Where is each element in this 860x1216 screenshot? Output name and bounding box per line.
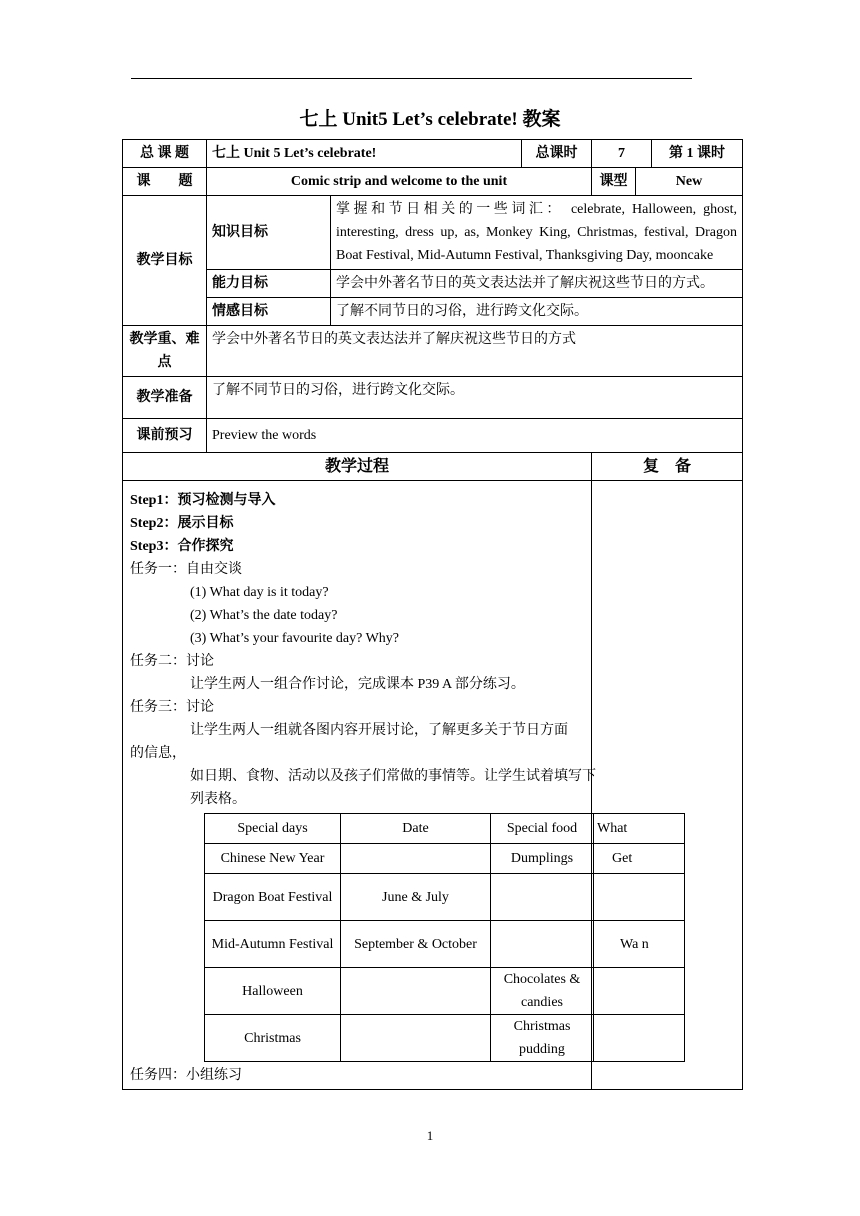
task1-heading: 任务一：自由交谈 [130,562,242,577]
festival-header-days: Special days [205,814,341,844]
lesson-number: 第 1 课时 [652,140,743,168]
ability-label: 能力目标 [207,270,331,298]
festival-cell: Christmas [205,1015,341,1062]
total-hours-label: 总课时 [522,140,592,168]
festival-cell [491,921,594,968]
festival-cell [341,1015,491,1062]
task3-text-1: 让学生两人一组就各图内容开展讨论，了解更多关于节日方面 [190,723,568,738]
total-hours-value: 7 [592,140,652,168]
festival-cell: Dragon Boat Festival [205,874,341,921]
document-title: 七上 Unit5 Let’s celebrate! 教案 [299,109,561,130]
task2-text: 让学生两人一组合作讨论，完成课本 P39 A 部分练习。 [190,677,525,692]
preparation-label: 教学准备 [123,377,207,419]
task3-text-2: 的信息， [130,746,186,761]
header-rule [131,78,692,79]
ability-text: 学会中外著名节日的英文表达法并了解庆祝这些节日的方式。 [331,270,743,298]
knowledge-text: 掌握和节日相关的一些词汇： celebrate, Halloween, ghost, interesting, dress up, as, Monkey King, Christmas, festival, Dragon Boat Festival, Mid-Autumn Festival, Thanksgiving Day, mooncake [331,196,743,270]
type-value: New [636,168,743,196]
preview-label: 课前预习 [123,419,207,453]
review-column [592,481,743,1090]
question-2: (2) What’s the date today? [190,608,338,623]
festival-header-food: Special food [491,814,594,844]
emotion-text: 了解不同节日的习俗，进行跨文化交际。 [331,298,743,326]
festival-cell: Mid-Autumn Festival [205,921,341,968]
festival-cell: Chocolates & candies [491,968,594,1015]
task3-heading: 任务三：讨论 [130,700,214,715]
festival-cell: Dumplings [491,844,594,874]
festival-cell [341,844,491,874]
lesson-label: 课 题 [123,168,207,196]
key-points-label: 教学重、难点 [123,326,207,377]
festival-cell: Halloween [205,968,341,1015]
lesson-plan-table [122,139,743,1090]
process-header: 教学过程 [123,453,592,481]
step3: Step3：合作探究 [130,539,234,554]
key-points-text: 学会中外著名节日的英文表达法并了解庆祝这些节日的方式 [207,326,743,377]
knowledge-label: 知识目标 [207,196,331,270]
festival-cell [491,874,594,921]
process-body [123,481,649,1090]
emotion-label: 情感目标 [207,298,331,326]
question-1: (1) What day is it today? [190,585,329,600]
task2-heading: 任务二：讨论 [130,654,214,669]
festival-header-what: What [594,814,685,844]
question-3: (3) What’s your favourite day? Why? [190,631,400,646]
festival-cell: Get [594,844,685,874]
festival-cell: Wa n [594,921,685,968]
festival-cell: Christmas pudding [491,1015,594,1062]
task3-text-3: 如日期、食物、活动以及孩子们常做的事情等。让学生试着填写下列表格。 [190,769,596,807]
festival-cell: Chinese New Year [205,844,341,874]
step2: Step2：展示目标 [130,516,234,531]
festival-table-wrapper [204,813,649,1062]
review-header: 复 备 [592,453,743,481]
festival-cell: September & October [341,921,491,968]
page-number: 1 [426,1128,434,1143]
festival-cell: June & July [341,874,491,921]
preparation-text: 了解不同节日的习俗，进行跨文化交际。 [207,377,743,419]
task4-heading: 任务四：小组练习 [130,1068,242,1083]
topic-value: 七上 Unit 5 Let’s celebrate! [207,140,522,168]
step1: Step1：预习检测与导入 [130,493,276,508]
lesson-value: Comic strip and welcome to the unit [207,168,592,196]
objectives-label: 教学目标 [123,196,207,326]
preview-text: Preview the words [207,419,743,453]
type-label: 课型 [592,168,636,196]
festival-header-date: Date [341,814,491,844]
topic-label: 总 课 题 [123,140,207,168]
festival-cell [341,968,491,1015]
